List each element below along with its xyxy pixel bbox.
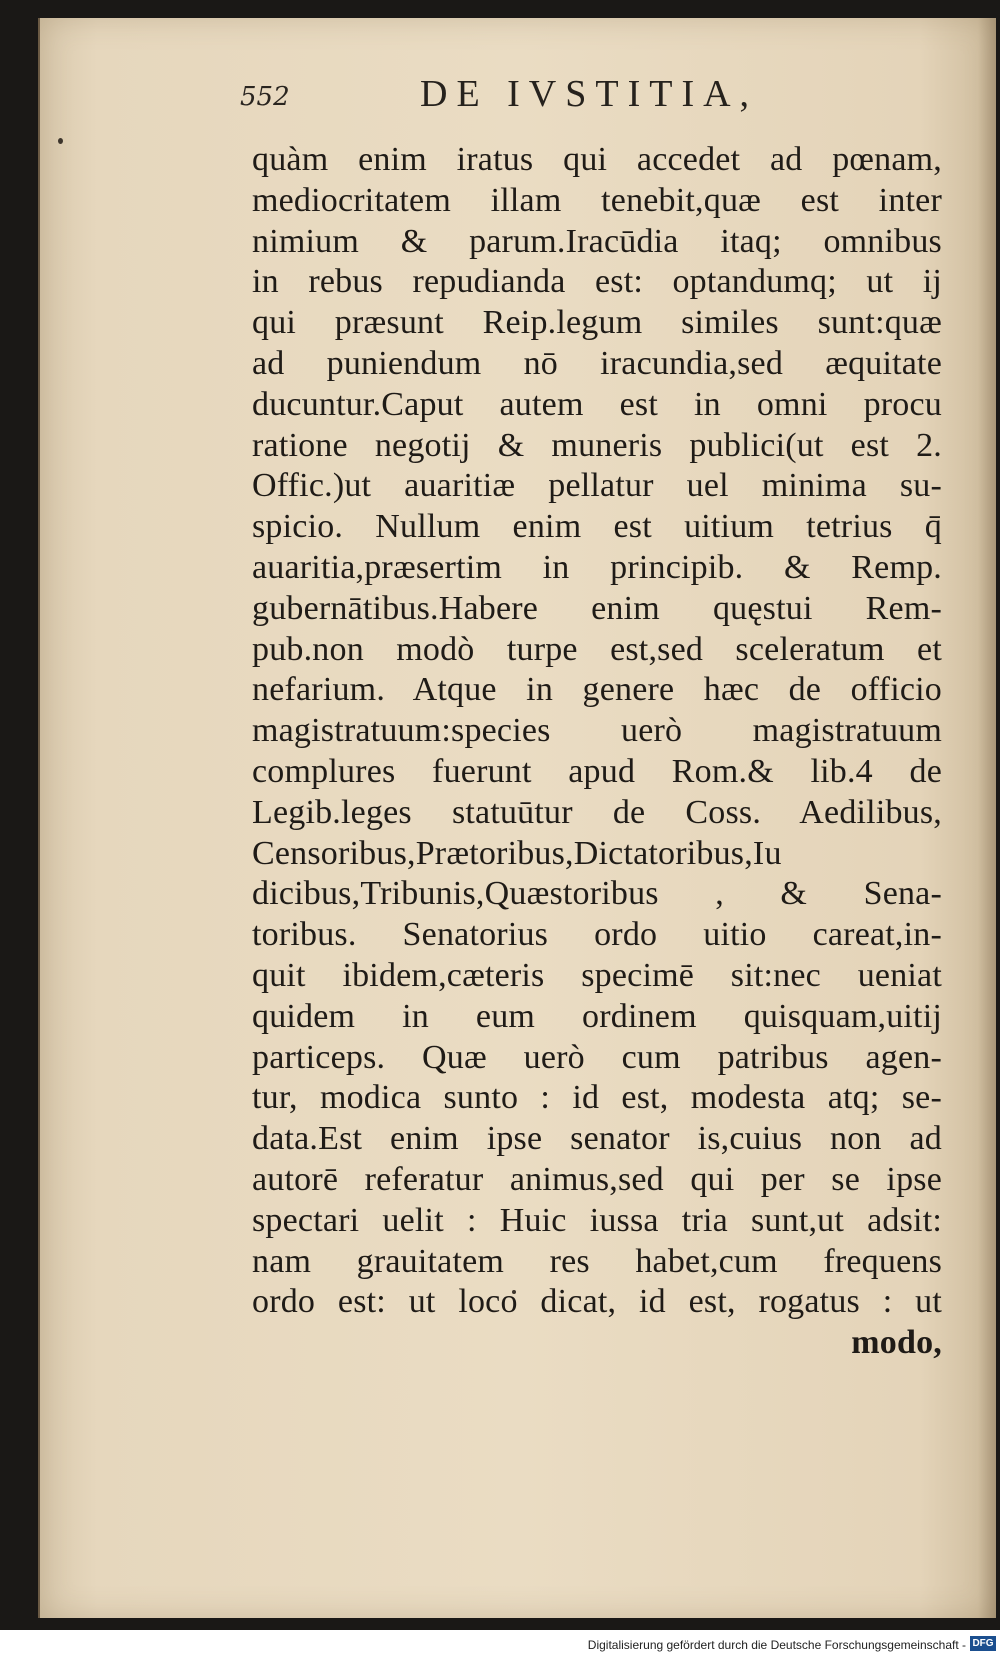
running-head <box>240 72 960 132</box>
page-number: 552 <box>240 82 290 112</box>
text-line: Offic.)ut auaritiæ pellatur uel minima su- <box>252 467 942 505</box>
text-line: nimium & parum.Iracūdia itaq; omnibus <box>252 222 942 260</box>
text-line: ordo est: ut loco dicat, id est, rogatus : ut <box>252 1283 942 1321</box>
text-line: in rebus repudianda est: optandumq; ut ij <box>252 263 942 301</box>
text-line: dicibus,Tribunis,Quæstoribus , & Sena- <box>252 875 942 913</box>
text-line: qui præsunt Reip.legum similes sunt:quæ <box>252 304 942 342</box>
running-title: DE IVSTITIA, <box>420 73 759 115</box>
text-line: auaritia,præsertim in principib. & Remp. <box>252 548 942 586</box>
dfg-logo-icon: DFG <box>970 1636 996 1651</box>
text-line: toribus. Senatorius ordo uitio careat,in- <box>252 916 942 954</box>
text-line: mediocritatem illam tenebit,quæ est inter <box>252 181 942 219</box>
footer-bar <box>0 1630 1000 1659</box>
text-line: spicio. Nullum enim est uitium tetrius q̄ <box>252 508 942 546</box>
text-line: gubernātibus.Habere enim quęstui Rem- <box>252 589 942 627</box>
catchword: modo, <box>851 1324 942 1362</box>
text-line: spectari uelit : Huic iussa tria sunt,ut adsit: <box>252 1201 942 1239</box>
text-line: quidem in eum ordinem quisquam,uitij <box>252 997 942 1035</box>
text-line: pub.non modò turpe est,sed sceleratum et <box>252 630 942 668</box>
text-line: complures fuerunt apud Rom.& lib.4 de <box>252 752 942 790</box>
text-line: autorē referatur animus,sed qui per se ipse <box>252 1160 942 1198</box>
text-line: magistratuum:species uerò magistratuum <box>252 712 942 750</box>
text-line: quàm enim iratus qui accedet ad pœnam, <box>252 141 942 178</box>
text-line: Legib.leges statuūtur de Coss. Aedilibus, <box>252 793 942 831</box>
text-line: nam grauitatem res habet,cum frequens <box>252 1242 942 1280</box>
text-line: Censoribus,Prætoribus,Dictatoribus,Iu <box>252 834 782 872</box>
ink-speck <box>58 138 63 144</box>
text-line: ducuntur.Caput autem est in omni procu <box>252 385 942 423</box>
text-line: data.Est enim ipse senator is,cuius non ad <box>252 1120 942 1158</box>
text-line: nefarium. Atque in genere hæc de officio <box>252 671 942 709</box>
text-line: ratione negotij & muneris publici(ut est 2. <box>252 426 942 464</box>
text-line: quit ibidem,cæteris specimē sit:nec ueniat <box>252 956 942 994</box>
text-block <box>252 140 942 1364</box>
text-line: particeps. Quæ uerò cum patribus agen- <box>252 1038 942 1076</box>
funding-credit: Digitalisierung gefördert durch die Deutsche Forschungsgemeinschaft - <box>587 1638 966 1652</box>
text-line: tur, modica sunto : id est, modesta atq; se- <box>252 1079 942 1117</box>
text-line: ad puniendum nō iracundia,sed æquitate <box>252 344 942 382</box>
page-edge-shadow <box>978 18 996 1618</box>
